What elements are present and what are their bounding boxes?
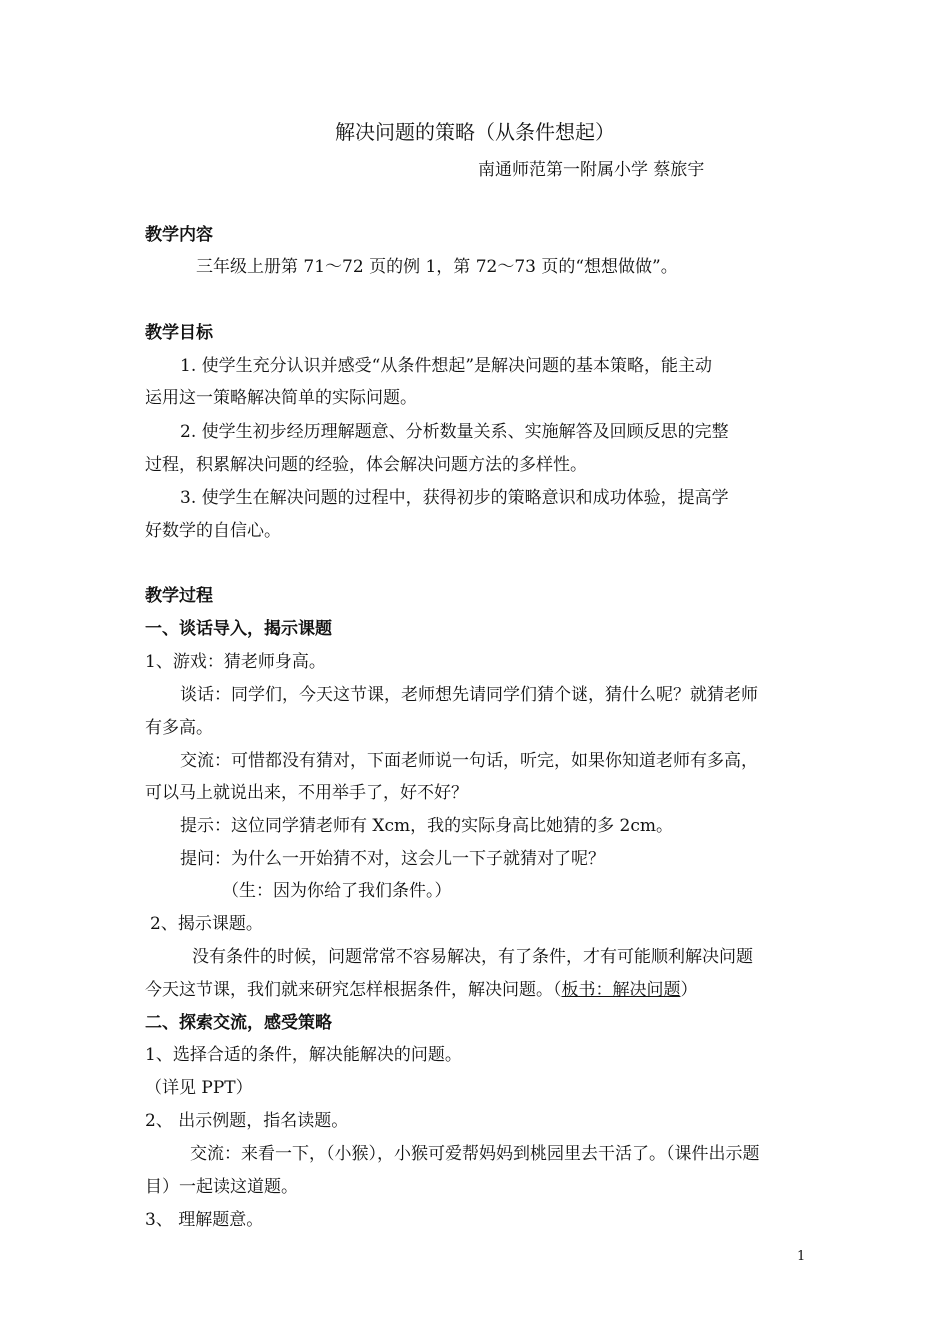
part-2-exchange-line-1: 交流：来看一下，（小猴），小猴可爱帮妈妈到桃园里去干活了。（课件出示题	[190, 1144, 760, 1164]
part-1-reveal-line-1: 没有条件的时候，问题常常不容易解决，有了条件，才有可能顺利解决问题	[192, 947, 753, 967]
part-2-heading: 二、探索交流，感受策略	[145, 1013, 332, 1033]
goal-2-line-1: 2. 使学生初步经历理解题意、分析数量关系、实施解答及回顾反思的完整	[180, 422, 729, 442]
section-heading-content: 教学内容	[145, 225, 213, 245]
part-2-ppt-note: （详见 PPT）	[145, 1078, 253, 1098]
goal-1-line-1: 1. 使学生充分认识并感受“从条件想起”是解决问题的基本策略，能主动	[180, 356, 713, 376]
part-1-hint: 提示：这位同学猜老师有 Xcm，我的实际身高比她猜的多 2cm。	[180, 816, 674, 836]
part-1-student-answer: （生：因为你给了我们条件。）	[222, 881, 452, 901]
part-1-item-2: 2、揭示课题。	[150, 914, 263, 934]
content-text: 三年级上册第 71～72 页的例 1，第 72～73 页的“想想做做”。	[196, 257, 678, 277]
part-1-talk-line-1: 谈话：同学们，今天这节课，老师想先请同学们猜个谜，猜什么呢？就猜老师	[180, 685, 758, 705]
part-2-item-3: 3、 理解题意。	[145, 1210, 264, 1230]
board-note: 板书：解决问题	[561, 980, 681, 1000]
goal-1-line-2: 运用这一策略解决简单的实际问题。	[145, 388, 417, 408]
part-2-item-2: 2、 出示例题，指名读题。	[145, 1111, 349, 1131]
reveal-text: 今天这节课，我们就来研究怎样根据条件，解决问题。（	[145, 980, 562, 1000]
part-1-reveal-line-2	[145, 979, 810, 1001]
reveal-close-paren: ）	[680, 980, 698, 1000]
part-1-exchange-line-2: 可以马上就说出来，不用举手了，好不好？	[145, 783, 468, 803]
goal-3-line-2: 好数学的自信心。	[145, 521, 281, 541]
part-1-exchange-line-1: 交流：可惜都没有猜对，下面老师说一句话，听完，如果你知道老师有多高，	[180, 751, 758, 771]
section-heading-goals: 教学目标	[145, 323, 213, 343]
part-2-item-1: 1、选择合适的条件，解决能解决的问题。	[145, 1045, 462, 1065]
document-title: 解决问题的策略（从条件想起）	[335, 120, 615, 144]
part-1-talk-line-2: 有多高。	[145, 718, 213, 738]
part-1-item-1: 1、游戏：猜老师身高。	[145, 652, 326, 672]
part-2-exchange-line-2: 目）一起读这道题。	[145, 1177, 298, 1197]
part-1-question: 提问：为什么一开始猜不对，这会儿一下子就猜对了呢？	[180, 849, 605, 869]
page-number: 1	[797, 1249, 806, 1264]
author-line: 南通师范第一附属小学 蔡旅宇	[478, 160, 705, 180]
goal-2-line-2: 过程，积累解决问题的经验，体会解决问题方法的多样性。	[145, 455, 587, 475]
section-heading-process: 教学过程	[145, 586, 213, 606]
part-1-heading: 一、谈话导入，揭示课题	[145, 619, 332, 639]
goal-3-line-1: 3. 使学生在解决问题的过程中，获得初步的策略意识和成功体验，提高学	[180, 488, 729, 508]
